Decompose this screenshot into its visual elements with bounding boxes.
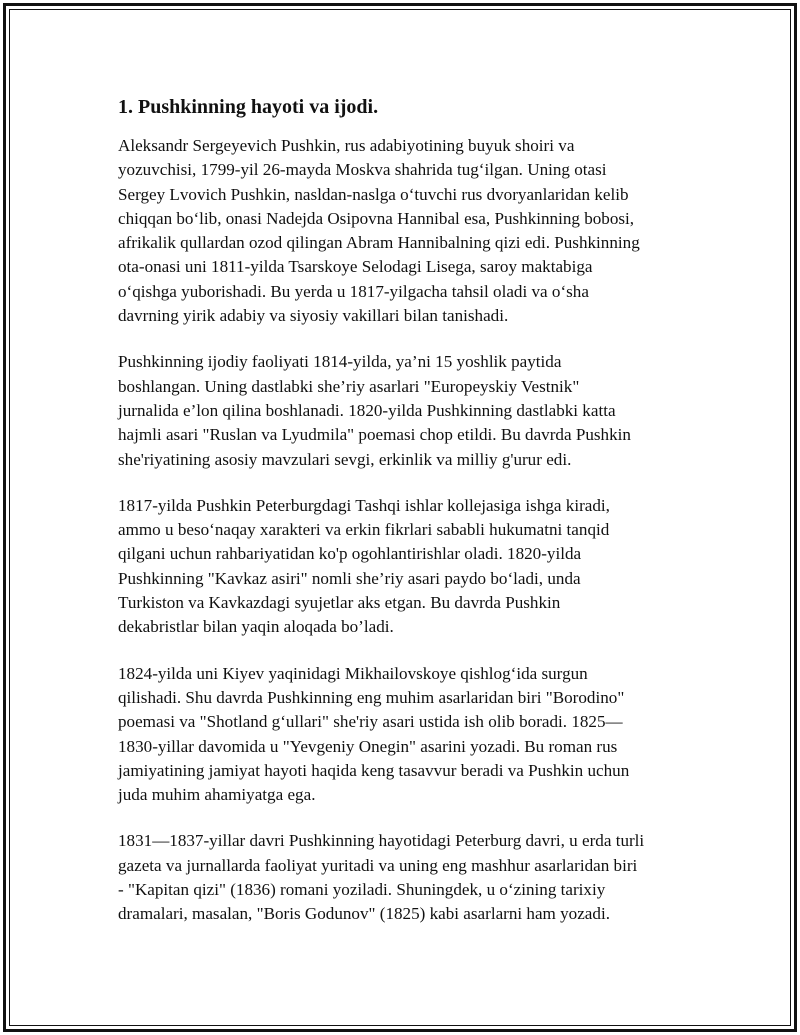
paragraph <box>118 134 698 328</box>
paragraph-line: 1831—1837-yillar davri Pushkinning hayotidagi Peterburg davri, u erda turli <box>118 831 645 851</box>
paragraph-line: afrikalik qullardan ozod qilingan Abram Hannibalning qizi edi. Pushkinning <box>118 233 640 253</box>
paragraph-line: yozuvchisi, 1799-yil 26-mayda Moskva shahrida tug‘ilgan. Uning otasi <box>118 160 607 180</box>
paragraph-line: she'riyatining asosiy mavzulari sevgi, erkinlik va milliy g'urur edi. <box>118 449 572 469</box>
paragraph-line: ota-onasi uni 1811-yilda Tsarskoye Selodagi Lisega, saroy maktabiga <box>118 257 593 277</box>
paragraph-line: Pushkinning "Kavkaz asiri" nomli she’riy asari paydo bo‘ladi, unda <box>118 568 581 588</box>
paragraph-line: Turkiston va Kavkazdagi syujetlar aks etgan. Bu davrda Pushkin <box>118 593 561 613</box>
paragraph-line: hajmli asari "Ruslan va Lyudmila" poemasi chop etildi. Bu davrda Pushkin <box>118 425 631 445</box>
paragraph-line: gazeta va jurnallarda faoliyat yuritadi va uning eng mashhur asarlaridan biri <box>118 855 638 875</box>
paragraph-line: boshlangan. Uning dastlabki she’riy asarlari "Europeyskiy Vestnik" <box>118 376 580 396</box>
paragraph-line: o‘qishga yuborishadi. Bu yerda u 1817-yilgacha tahsil oladi va o‘sha <box>118 281 589 301</box>
paragraph-line: qilishadi. Shu davrda Pushkinning eng muhim asarlaridan biri "Borodino" <box>118 687 625 707</box>
paragraph-line: 1824-yilda uni Kiyev yaqinidagi Mikhailovskoye qishlog‘ida surgun <box>118 663 588 683</box>
paragraph-line: jamiyatining jamiyat hayoti haqida keng tasavvur beradi va Pushkin uchun <box>118 760 630 780</box>
paragraph-line: dekabristlar bilan yaqin aloqada bo’ladi. <box>118 617 394 637</box>
document-title: 1. Pushkinning hayoti va ijodi. <box>118 96 379 118</box>
paragraph-line: chiqqan bo‘lib, onasi Nadejda Osipovna Hannibal esa, Pushkinning bobosi, <box>118 208 635 228</box>
document-body <box>118 94 698 949</box>
paragraph-line: - "Kapitan qizi" (1836) romani yoziladi. Shuningdek, u o‘zining tarixiy <box>118 880 606 900</box>
paragraph-line: jurnalida e’lon qilina boshlanadi. 1820-yilda Pushkinning dastlabki katta <box>118 400 616 420</box>
paragraph-line: ammo u beso‘naqay xarakteri va erkin fikrlari sababli hukumatni tanqid <box>118 520 610 540</box>
paragraph-line: juda muhim ahamiyatga ega. <box>118 785 316 805</box>
paragraph-line: davrning yirik adabiy va siyosiy vakillari bilan tanishadi. <box>118 306 509 326</box>
paragraph-line: dramalari, masalan, "Boris Godunov" (1825) kabi asarlarni ham yozadi. <box>118 904 610 924</box>
paragraph-line: 1817-yilda Pushkin Peterburgdagi Tashqi ishlar kollejasiga ishga kiradi, <box>118 495 610 515</box>
paragraph-line: poemasi va "Shotland g‘ullari" she'riy asari ustida ish olib boradi. 1825— <box>118 712 623 732</box>
paragraph <box>118 829 698 926</box>
paragraph-line: Sergey Lvovich Pushkin, nasldan-naslga o‘tuvchi rus dvoryanlaridan kelib <box>118 184 629 204</box>
paragraph-line: 1830-yillar davomida u "Yevgeniy Onegin" asarini yozadi. Bu roman rus <box>118 736 618 756</box>
paragraph <box>118 350 698 471</box>
paragraph-line: Pushkinning ijodiy faoliyati 1814-yilda, ya’ni 15 yoshlik paytida <box>118 352 562 372</box>
paragraph-list <box>118 134 698 927</box>
paragraph <box>118 662 698 808</box>
paragraph <box>118 494 698 640</box>
paragraph-line: qilgani uchun rahbariyatidan ko'p ogohlantirishlar oladi. 1820-yilda <box>118 544 582 564</box>
paragraph-line: Aleksandr Sergeyevich Pushkin, rus adabiyotining buyuk shoiri va <box>118 136 575 155</box>
